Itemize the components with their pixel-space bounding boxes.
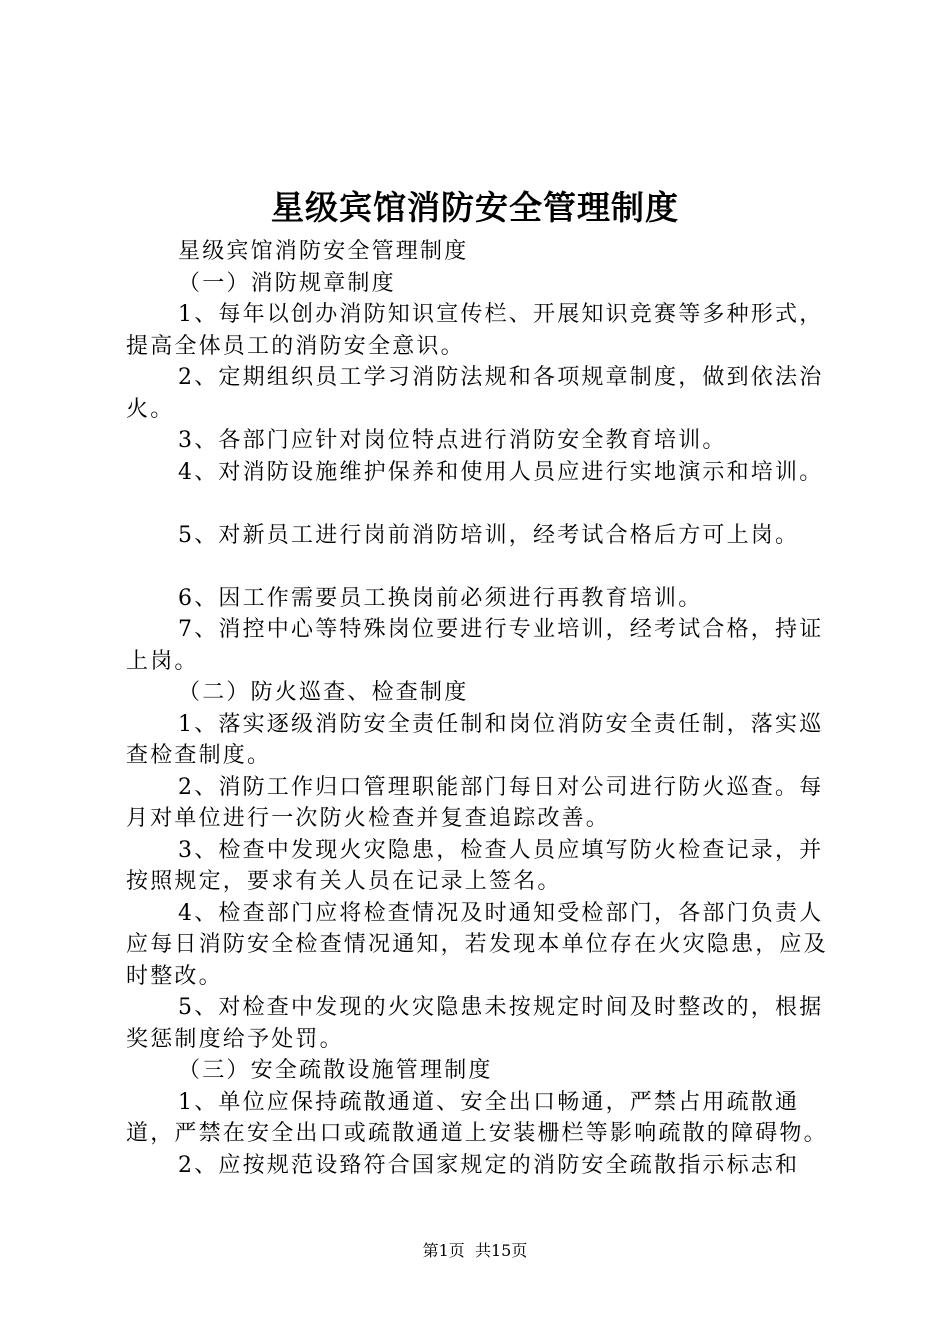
paragraph: 6、因工作需要员工换岗前必须进行再教育培训。	[178, 585, 703, 611]
paragraph: 4、检查部门应将检查情况及时通知受检部门，各部门负责人应每日消防安全检查情况通知，若发现本单位存在火灾隐患，应及时整改。	[126, 900, 828, 989]
document-body	[126, 236, 842, 1181]
document-title: 星级宾馆消防安全管理制度	[271, 188, 679, 227]
paragraph: 2、消防工作归口管理职能部门每日对公司进行防火巡查。每月对单位进行一次防火检查并复查追踪改善。	[126, 774, 824, 831]
paragraph: 7、消控中心等特殊岗位要进行专业培训，经考试合格，持证上岗。	[126, 617, 824, 674]
paragraph: 1、落实逐级消防安全责任制和岗位消防安全责任制，落实巡查检查制度。	[126, 711, 824, 768]
paragraph: 5、对检查中发现的火灾隐患未按规定时间及时整改的，根据奖惩制度给予处罚。	[126, 995, 824, 1052]
paragraph: 3、各部门应针对岗位特点进行消防安全教育培训。	[178, 428, 727, 453]
section-heading-1: （一）消防规章制度	[178, 270, 396, 296]
paragraph: 1、每年以创办消防知识宣传栏、开展知识竞赛等多种形式，提高全体员工的消防安全意识。	[126, 302, 824, 359]
paragraph: 5、对新员工进行岗前消防培训，经考试合格后方可上岗。	[178, 522, 800, 548]
page-footer	[0, 1240, 950, 1262]
page-number: 第1页	[422, 1241, 465, 1260]
paragraph: 4、对消防设施维护保养和使用人员应进行实地演示和培训。	[178, 459, 824, 485]
paragraph: 3、检查中发现火灾隐患，检查人员应填写防火检查记录，并按照规定，要求有关人员在记录上签名。	[126, 837, 824, 894]
paragraph: 1、单位应保持疏散通道、安全出口畅通，严禁占用疏散通道，严禁在安全出口或疏散通道上安装栅栏等影响疏散的障碍物。	[126, 1089, 828, 1146]
section-heading-2: （二）防火巡查、检查制度	[178, 680, 469, 705]
paragraph-subtitle: 星级宾馆消防安全管理制度	[178, 239, 469, 264]
page-total: 共15页	[474, 1241, 528, 1260]
paragraph: 2、应按规范设臵符合国家规定的消防安全疏散指示标志和	[178, 1152, 800, 1178]
paragraph: 2、定期组织员工学习消防法规和各项规章制度，做到依法治火。	[126, 365, 824, 422]
section-heading-3: （三）安全疏散设施管理制度	[178, 1058, 493, 1083]
